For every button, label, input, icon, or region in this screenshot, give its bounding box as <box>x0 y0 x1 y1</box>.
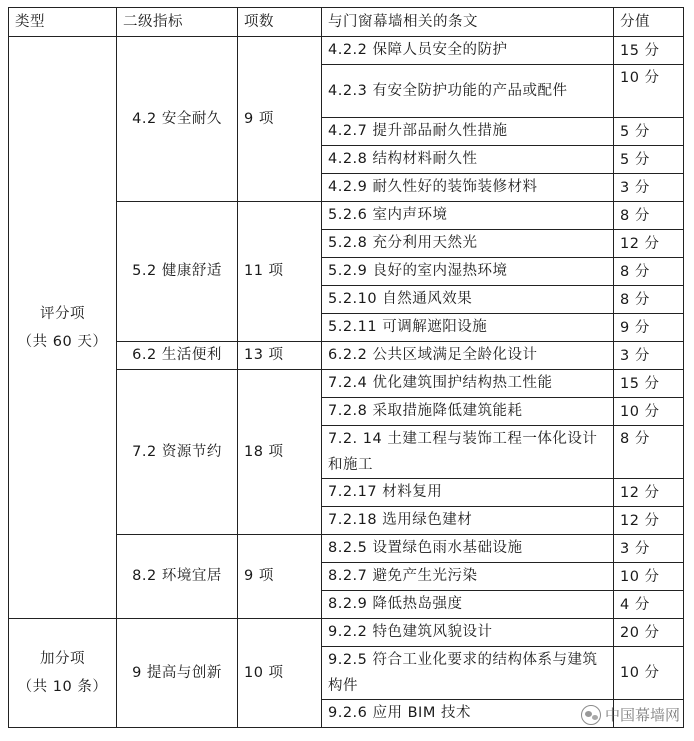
type-cell-scoring <box>9 37 117 619</box>
count-cell: 10 项 <box>238 619 322 728</box>
header-related-clauses: 与门窗幕墙相关的条文 <box>322 8 614 37</box>
type-sublabel: （共 10 条） <box>17 679 108 695</box>
clause-cell: 4.2.9 耐久性好的装饰装修材料 <box>322 174 614 202</box>
score-cell: 20 分 <box>614 619 684 647</box>
score-cell: 5 分 <box>614 146 684 174</box>
wechat-icon <box>581 705 601 725</box>
score-cell: 10 分 <box>614 563 684 591</box>
score-cell: 4 分 <box>614 591 684 619</box>
count-cell: 11 项 <box>238 202 322 342</box>
clause-cell: 7.2.8 采取措施降低建筑能耗 <box>322 398 614 426</box>
clause-cell: 7.2.4 优化建筑围护结构热工性能 <box>322 370 614 398</box>
table-row <box>9 37 684 65</box>
document-frame <box>8 7 683 730</box>
watermark-text: 中国幕墙网 <box>604 706 680 724</box>
clause-cell: 4.2.8 结构材料耐久性 <box>322 146 614 174</box>
clause-cell: 5.2.11 可调解遮阳设施 <box>322 314 614 342</box>
count-cell: 18 项 <box>238 370 322 535</box>
index-cell: 9 提高与创新 <box>117 619 238 728</box>
clause-cell: 7.2.17 材料复用 <box>322 479 614 507</box>
header-type: 类型 <box>9 8 117 37</box>
score-cell: 12 分 <box>614 507 684 535</box>
table-header-row <box>9 8 684 37</box>
score-cell: 10 分 <box>614 65 684 118</box>
score-cell: 8 分 <box>614 202 684 230</box>
clause-cell: 9.2.5 符合工业化要求的结构体系与建筑构件 <box>322 647 614 700</box>
clause-cell: 4.2.7 提升部品耐久性措施 <box>322 118 614 146</box>
score-cell: 3 分 <box>614 174 684 202</box>
clause-cell: 4.2.3 有安全防护功能的产品或配件 <box>322 65 614 118</box>
score-cell: 12 分 <box>614 479 684 507</box>
score-cell: 3 分 <box>614 535 684 563</box>
score-cell: 9 分 <box>614 314 684 342</box>
clause-table <box>8 7 684 728</box>
clause-cell: 7.2. 14 土建工程与装饰工程一体化设计和施工 <box>322 426 614 479</box>
clause-cell: 5.2.10 自然通风效果 <box>322 286 614 314</box>
score-cell: 8 分 <box>614 258 684 286</box>
index-cell: 4.2 安全耐久 <box>117 37 238 202</box>
score-cell: 10 分 <box>614 398 684 426</box>
index-cell: 6.2 生活便利 <box>117 342 238 370</box>
clause-cell: 8.2.5 设置绿色雨水基础设施 <box>322 535 614 563</box>
header-count: 项数 <box>238 8 322 37</box>
score-cell: 15 分 <box>614 370 684 398</box>
header-secondary-index: 二级指标 <box>117 8 238 37</box>
clause-cell: 8.2.7 避免产生光污染 <box>322 563 614 591</box>
type-cell-bonus <box>9 619 117 728</box>
count-cell: 13 项 <box>238 342 322 370</box>
score-cell: 8 分 <box>614 426 684 479</box>
count-cell: 9 项 <box>238 37 322 202</box>
type-label: 评分项 <box>40 305 85 322</box>
clause-cell: 9.2.6 应用 BIM 技术 <box>322 700 614 728</box>
clause-cell: 6.2.2 公共区域满足全龄化设计 <box>322 342 614 370</box>
score-cell: 8 分 <box>614 286 684 314</box>
type-label: 加分项 <box>40 651 85 667</box>
table-row <box>9 619 684 647</box>
clause-cell: 5.2.6 室内声环境 <box>322 202 614 230</box>
score-cell: 15 分 <box>614 37 684 65</box>
index-cell: 5.2 健康舒适 <box>117 202 238 342</box>
count-cell: 9 项 <box>238 535 322 619</box>
clause-cell: 9.2.2 特色建筑风貌设计 <box>322 619 614 647</box>
score-cell: 3 分 <box>614 342 684 370</box>
clause-cell: 5.2.9 良好的室内湿热环境 <box>322 258 614 286</box>
index-cell: 7.2 资源节约 <box>117 370 238 535</box>
clause-cell: 5.2.8 充分利用天然光 <box>322 230 614 258</box>
clause-cell: 7.2.18 选用绿色建材 <box>322 507 614 535</box>
index-cell: 8.2 环境宜居 <box>117 535 238 619</box>
score-cell: 10 分 <box>614 647 684 700</box>
score-cell: 12 分 <box>614 230 684 258</box>
watermark <box>581 704 680 725</box>
clause-cell: 4.2.2 保障人员安全的防护 <box>322 37 614 65</box>
clause-cell: 8.2.9 降低热岛强度 <box>322 591 614 619</box>
score-cell: 5 分 <box>614 118 684 146</box>
type-sublabel: （共 60 天） <box>17 333 108 350</box>
header-score: 分值 <box>614 8 684 37</box>
